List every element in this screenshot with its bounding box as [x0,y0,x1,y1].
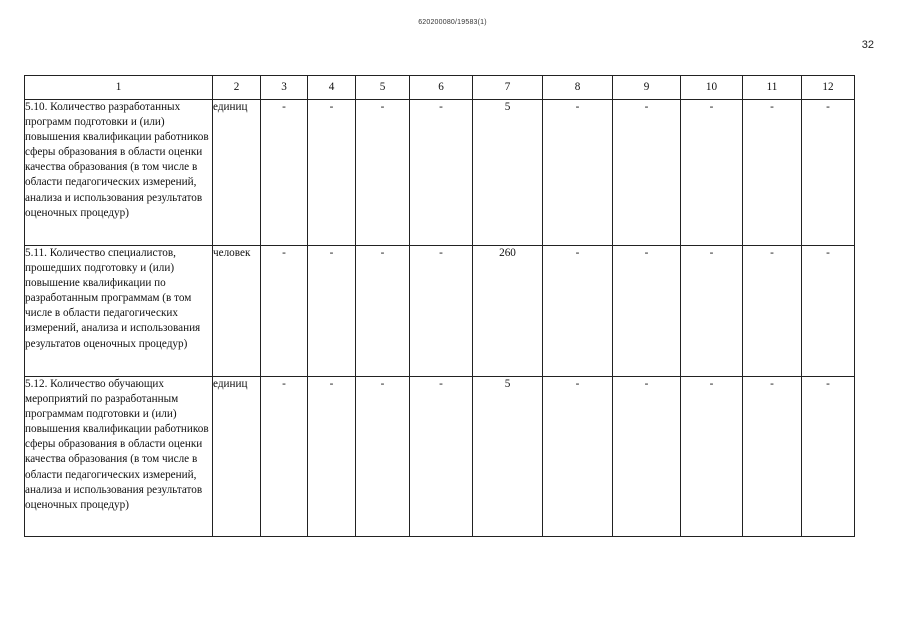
column-header: 3 [261,76,308,100]
value-cell: - [681,377,743,537]
column-header: 8 [543,76,613,100]
value-cell: - [802,246,855,377]
value-cell: - [543,377,613,537]
table-row [25,246,855,377]
value-cell: - [261,246,308,377]
column-header: 2 [213,76,261,100]
document-id: 620200080/19583(1) [418,19,487,26]
value-cell: - [410,377,473,537]
table-row [25,100,855,246]
column-header: 10 [681,76,743,100]
value-cell: - [613,246,681,377]
value-cell: - [261,377,308,537]
indicator-label: 5.12. Количество обучающих мероприятий по разработанным программам подготовки и (или) повышения квалификации работников сферы образования в области оценки качества образования (в том числе в области педагогических измерений, анализа и использования результатов оценочных процедур) [25,377,213,537]
indicator-label: 5.11. Количество специалистов, прошедших подготовку и (или) повышение квалификации по разработанным программам (в том числе в области педагогических измерений, анализа и использования результатов оценочных процедур) [25,246,213,377]
value-cell: 5 [473,100,543,246]
value-cell: - [356,377,410,537]
header-row [25,76,855,100]
column-header: 5 [356,76,410,100]
value-cell: - [543,100,613,246]
column-header: 6 [410,76,473,100]
value-cell: - [308,100,356,246]
value-cell: - [613,100,681,246]
unit-cell: единиц [213,100,261,246]
column-header: 12 [802,76,855,100]
value-cell: - [356,100,410,246]
value-cell: - [802,377,855,537]
column-header: 4 [308,76,356,100]
value-cell: - [681,246,743,377]
column-header: 7 [473,76,543,100]
column-header: 11 [743,76,802,100]
value-cell: 260 [473,246,543,377]
unit-cell: единиц [213,377,261,537]
table-row [25,377,855,537]
column-header: 1 [25,76,213,100]
page-number: 32 [861,39,874,51]
value-cell: - [743,246,802,377]
value-cell: - [543,246,613,377]
value-cell: - [308,377,356,537]
value-cell: - [743,377,802,537]
column-header: 9 [613,76,681,100]
value-cell: - [356,246,410,377]
value-cell: - [410,246,473,377]
unit-cell: человек [213,246,261,377]
indicators-table [24,75,855,537]
value-cell: - [410,100,473,246]
value-cell: - [613,377,681,537]
value-cell: - [308,246,356,377]
indicator-label: 5.10. Количество разработанных программ подготовки и (или) повышения квалификации работников сферы образования в области оценки качества образования (в том числе в области педагогических измерений, анализа и использования результатов оценочных процедур) [25,100,213,246]
value-cell: - [743,100,802,246]
value-cell: - [802,100,855,246]
value-cell: - [681,100,743,246]
value-cell: - [261,100,308,246]
value-cell: 5 [473,377,543,537]
